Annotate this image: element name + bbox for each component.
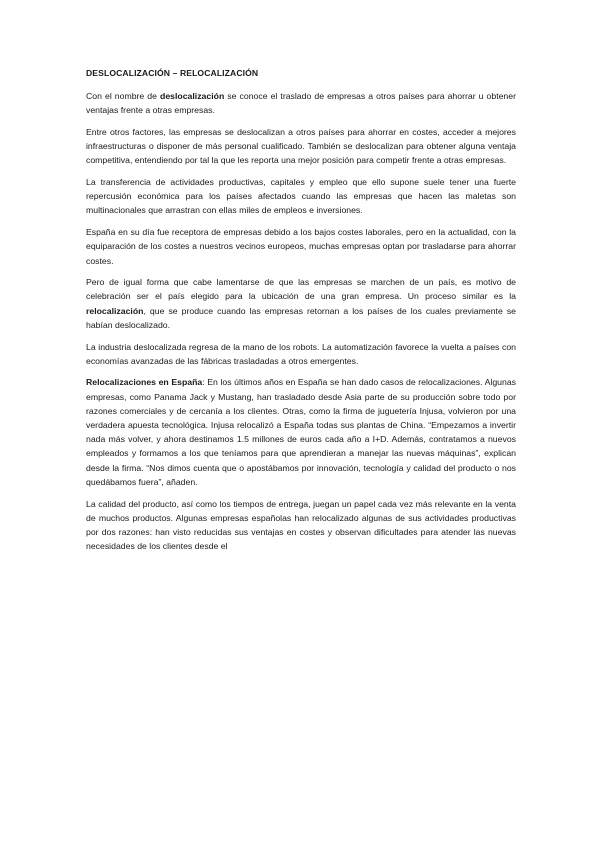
paragraph-7 bbox=[86, 375, 516, 489]
paragraph-1 bbox=[86, 89, 516, 117]
term-deslocalizacion: deslocalización bbox=[160, 91, 225, 101]
paragraph-6: La industria deslocalizada regresa de la mano de los robots. La automatización favorece la vuelta a países con economías avanzadas de las fábricas trasladadas a otros emergentes. bbox=[86, 341, 516, 366]
term-relocalizacion: relocalización bbox=[86, 305, 144, 316]
paragraph-7-body: : En los últimos años en España se han dado casos de relocalizaciones. Algunas empresas, como Panama Jack y Mustang, han trasladado desde Asia parte de su producción sobre todo por razones comerciales y de cercanía a los clientes. Otras, como la firma de juguetería Injusa, volvieron por una verdadera apuesta tecnológica. Injusa relocalizó a España todas sus plantas de China. “Empezamos a invertir nada más volver, y ahora destinamos 1.5 millones de euros cada año a I+D. Además, contratamos a nuevos empleados y formamos a los que teníamos para que aprendieran a manejar las nuevas máquinas”, explican desde la firma. “Nos dimos cuenta que o apostábamos por innovación, tecnología y calidad del producto o nos quedábamos fuera”, añaden. bbox=[86, 377, 516, 487]
paragraph-4: España en su día fue receptora de empresas debido a los bajos costes laborales, pero en la actualidad, con la equiparación de los costes a nuestros vecinos europeos, muchas empresas optan por trasladarse para ahorrar costes. bbox=[86, 227, 516, 266]
section-heading-relocalizaciones: Relocalizaciones en España bbox=[86, 377, 203, 388]
paragraph-5 bbox=[86, 275, 516, 332]
paragraph-1-lead: Con el nombre de bbox=[86, 91, 161, 101]
paragraph-5-rest: , que se produce cuando las empresas retornan a los países de los cuales previamente se habían deslocalizado. bbox=[86, 305, 516, 330]
paragraph-5-lead: Pero de igual forma que cabe lamentarse de que las empresas se marchen de un país, es motivo de celebración ser el país elegido para la ubicación de una gran empresa. Un proceso similar es la bbox=[86, 277, 516, 302]
paragraph-8: La calidad del producto, así como los tiempos de entrega, juegan un papel cada vez más relevante en la venta de muchos productos. Algunas empresas españolas han relocalizado algunas de sus actividades productivas por dos razones: han visto reducidas sus ventajas en costes y observan dificultades para atender las nuevas necesidades de los clientes desde el bbox=[86, 498, 516, 552]
document-title: DESLOCALIZACIÓN – RELOCALIZACIÓN bbox=[86, 68, 259, 78]
paragraph-1-rest: se conoce el traslado de empresas a otros países para ahorrar u obtener ventajas frente a otras empresas. bbox=[86, 91, 516, 116]
paragraph-2: Entre otros factores, las empresas se deslocalizan a otros países para ahorrar en costes, acceder a mejores infraestructuras o disponer de más personal cualificado. También se deslocalizan para obtener alguna ventaja competitiva, entendiendo por tal la que les reporta una mejor posición para competir frente a otras empresas. bbox=[86, 126, 516, 166]
paragraph-3: La transferencia de actividades productivas, capitales y empleo que ello supone suele tener una fuerte repercusión económica para los países afectados cuando las empresas que hacen las maletas son multinacionales que arrastran con ellas miles de empleos e inversiones. bbox=[86, 177, 516, 216]
